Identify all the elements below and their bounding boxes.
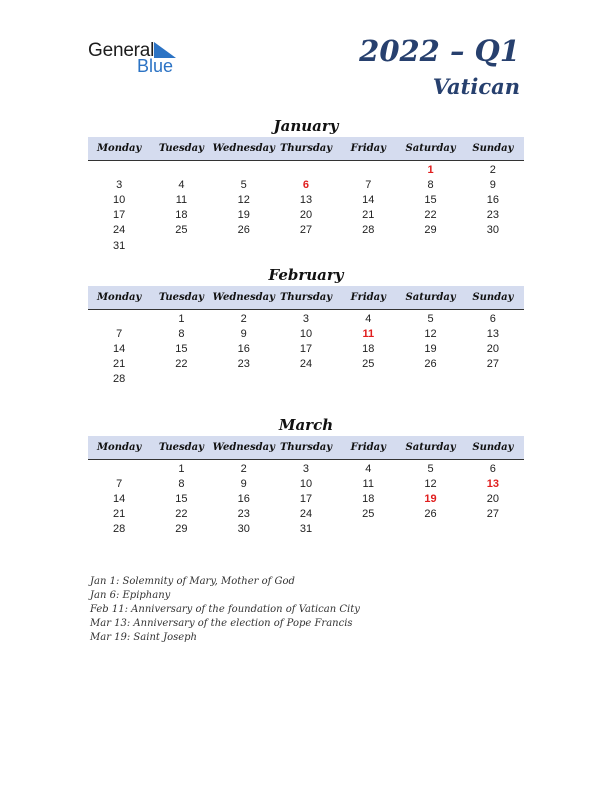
day-cell: 3 — [302, 462, 310, 475]
day-cell: 17 — [299, 342, 313, 355]
day-cell: 21 — [362, 209, 375, 222]
weekday-label: Monday — [96, 143, 142, 154]
month-title: March — [278, 416, 334, 434]
day-cell: 29 — [424, 224, 437, 237]
day-cell: 11 — [362, 327, 375, 340]
month-title: January — [273, 117, 339, 135]
day-cell: 16 — [237, 342, 250, 355]
month-grid — [88, 460, 524, 537]
day-cell: 19 — [237, 209, 250, 222]
day-cell: 4 — [365, 462, 372, 475]
day-cell: 1 — [178, 462, 185, 475]
week-row — [88, 476, 524, 491]
day-cell: 12 — [237, 193, 250, 206]
day-cell: 21 — [113, 508, 126, 521]
month-grid — [88, 310, 524, 387]
week-row — [88, 177, 524, 192]
country-name: Vatican — [432, 74, 520, 99]
day-cell: 9 — [240, 327, 247, 340]
day-cell: 5 — [427, 312, 434, 325]
day-cell: 7 — [116, 477, 123, 490]
weekday-label: Saturday — [405, 143, 456, 154]
day-cell: 5 — [240, 178, 247, 191]
weekday-label: Saturday — [405, 442, 456, 453]
logo-word-general: General — [88, 40, 155, 61]
week-row — [88, 208, 524, 223]
day-cell: 17 — [113, 209, 126, 222]
day-cell: 8 — [178, 477, 185, 490]
weekday-header — [88, 137, 524, 161]
day-cell: 12 — [424, 477, 437, 490]
day-cell: 28 — [113, 373, 126, 386]
quarter-title: 2022 – Q1 — [359, 34, 520, 68]
weekday-label: Sunday — [472, 442, 514, 453]
week-row — [88, 326, 524, 341]
day-cell: 6 — [302, 178, 310, 191]
month-title: February — [268, 266, 344, 284]
day-cell: 10 — [299, 477, 313, 490]
week-row — [88, 507, 524, 522]
day-cell: 4 — [365, 312, 372, 325]
holiday-note: Mar 13: Anniversary of the election of Pope Francis — [90, 618, 353, 629]
day-cell: 22 — [175, 358, 188, 371]
day-cell: 22 — [424, 209, 437, 222]
weekday-label: Thursday — [279, 143, 333, 154]
weekday-label: Saturday — [405, 292, 456, 303]
weekday-label: Tuesday — [158, 143, 204, 154]
day-cell: 21 — [113, 358, 126, 371]
day-cell: 14 — [113, 492, 126, 505]
week-row — [88, 357, 524, 372]
day-cell: 7 — [365, 178, 372, 191]
day-cell: 25 — [175, 224, 188, 237]
logo-word-blue: Blue — [137, 56, 174, 76]
month-january — [88, 117, 524, 253]
generalblue-logo — [88, 40, 188, 76]
day-cell: 30 — [486, 224, 499, 237]
day-cell: 31 — [113, 239, 126, 252]
weekday-label: Thursday — [279, 292, 333, 303]
week-row — [88, 162, 524, 177]
month-february — [88, 266, 524, 387]
day-cell: 26 — [237, 224, 250, 237]
day-cell: 2 — [240, 462, 247, 475]
holiday-note: Jan 6: Epiphany — [90, 590, 171, 601]
day-cell: 3 — [302, 312, 310, 325]
day-cell: 29 — [175, 523, 188, 536]
weekday-label: Monday — [96, 292, 142, 303]
day-cell: 8 — [427, 178, 434, 191]
week-row — [88, 223, 524, 238]
day-cell: 23 — [237, 508, 250, 521]
week-row — [88, 238, 524, 253]
day-cell: 24 — [299, 358, 313, 371]
day-cell: 13 — [486, 327, 499, 340]
week-row — [88, 192, 524, 207]
day-cell: 16 — [237, 492, 250, 505]
day-cell: 11 — [175, 193, 188, 206]
day-cell: 15 — [175, 492, 188, 505]
week-row — [88, 372, 524, 387]
weekday-label: Wednesday — [212, 143, 275, 154]
weekday-label: Monday — [96, 442, 142, 453]
day-cell: 2 — [240, 312, 247, 325]
month-grid — [88, 161, 524, 253]
holiday-note: Mar 19: Saint Joseph — [90, 632, 198, 643]
day-cell: 24 — [113, 224, 126, 237]
day-cell: 12 — [424, 327, 437, 340]
day-cell: 1 — [427, 163, 434, 176]
week-row — [88, 461, 524, 476]
week-row — [88, 341, 524, 356]
day-cell: 13 — [299, 193, 313, 206]
day-cell: 25 — [362, 508, 375, 521]
day-cell: 20 — [299, 209, 313, 222]
day-cell: 30 — [237, 523, 250, 536]
month-march — [88, 416, 524, 537]
day-cell: 23 — [486, 209, 499, 222]
week-row — [88, 522, 524, 537]
day-cell: 19 — [424, 342, 437, 355]
day-cell: 25 — [362, 358, 375, 371]
day-cell: 13 — [486, 477, 499, 490]
day-cell: 11 — [362, 477, 374, 490]
day-cell: 19 — [424, 492, 437, 505]
holiday-note: Jan 1: Solemnity of Mary, Mother of God — [90, 576, 295, 587]
day-cell: 27 — [486, 508, 499, 521]
day-cell: 26 — [424, 358, 437, 371]
day-cell: 31 — [299, 523, 313, 536]
day-cell: 22 — [175, 508, 188, 521]
day-cell: 14 — [113, 342, 126, 355]
day-cell: 28 — [113, 523, 126, 536]
day-cell: 1 — [178, 312, 185, 325]
day-cell: 3 — [116, 178, 123, 191]
day-cell: 9 — [240, 477, 247, 490]
day-cell: 18 — [175, 209, 188, 222]
weekday-label: Wednesday — [212, 292, 275, 303]
day-cell: 20 — [486, 342, 499, 355]
day-cell: 10 — [113, 193, 126, 206]
weekday-label: Thursday — [279, 442, 333, 453]
weekday-label: Sunday — [472, 143, 514, 154]
day-cell: 17 — [299, 492, 313, 505]
day-cell: 10 — [299, 327, 313, 340]
day-cell: 24 — [299, 508, 313, 521]
day-cell: 7 — [116, 327, 123, 340]
day-cell: 6 — [489, 312, 496, 325]
day-cell: 15 — [424, 193, 437, 206]
weekday-label: Tuesday — [158, 442, 204, 453]
day-cell: 15 — [175, 342, 188, 355]
weekday-header — [88, 286, 524, 310]
day-cell: 20 — [486, 492, 499, 505]
day-cell: 2 — [489, 163, 496, 176]
day-cell: 14 — [362, 193, 375, 206]
day-cell: 8 — [178, 327, 185, 340]
day-cell: 6 — [489, 462, 496, 475]
holiday-note: Feb 11: Anniversary of the foundation of Vatican City — [90, 604, 360, 615]
week-row — [88, 311, 524, 326]
weekday-label: Wednesday — [212, 442, 275, 453]
weekday-label: Friday — [350, 143, 386, 154]
weekday-label: Sunday — [472, 292, 514, 303]
day-cell: 27 — [299, 224, 313, 237]
day-cell: 23 — [237, 358, 250, 371]
day-cell: 18 — [362, 492, 375, 505]
day-cell: 28 — [362, 224, 375, 237]
weekday-label: Tuesday — [158, 292, 204, 303]
week-row — [88, 491, 524, 506]
day-cell: 26 — [424, 508, 437, 521]
holiday-notes — [90, 575, 360, 645]
day-cell: 27 — [486, 358, 499, 371]
day-cell: 16 — [486, 193, 499, 206]
weekday-label: Friday — [350, 442, 386, 453]
day-cell: 5 — [427, 462, 434, 475]
day-cell: 9 — [489, 178, 496, 191]
weekday-header — [88, 436, 524, 460]
day-cell: 18 — [362, 342, 375, 355]
weekday-label: Friday — [350, 292, 386, 303]
day-cell: 4 — [178, 178, 185, 191]
